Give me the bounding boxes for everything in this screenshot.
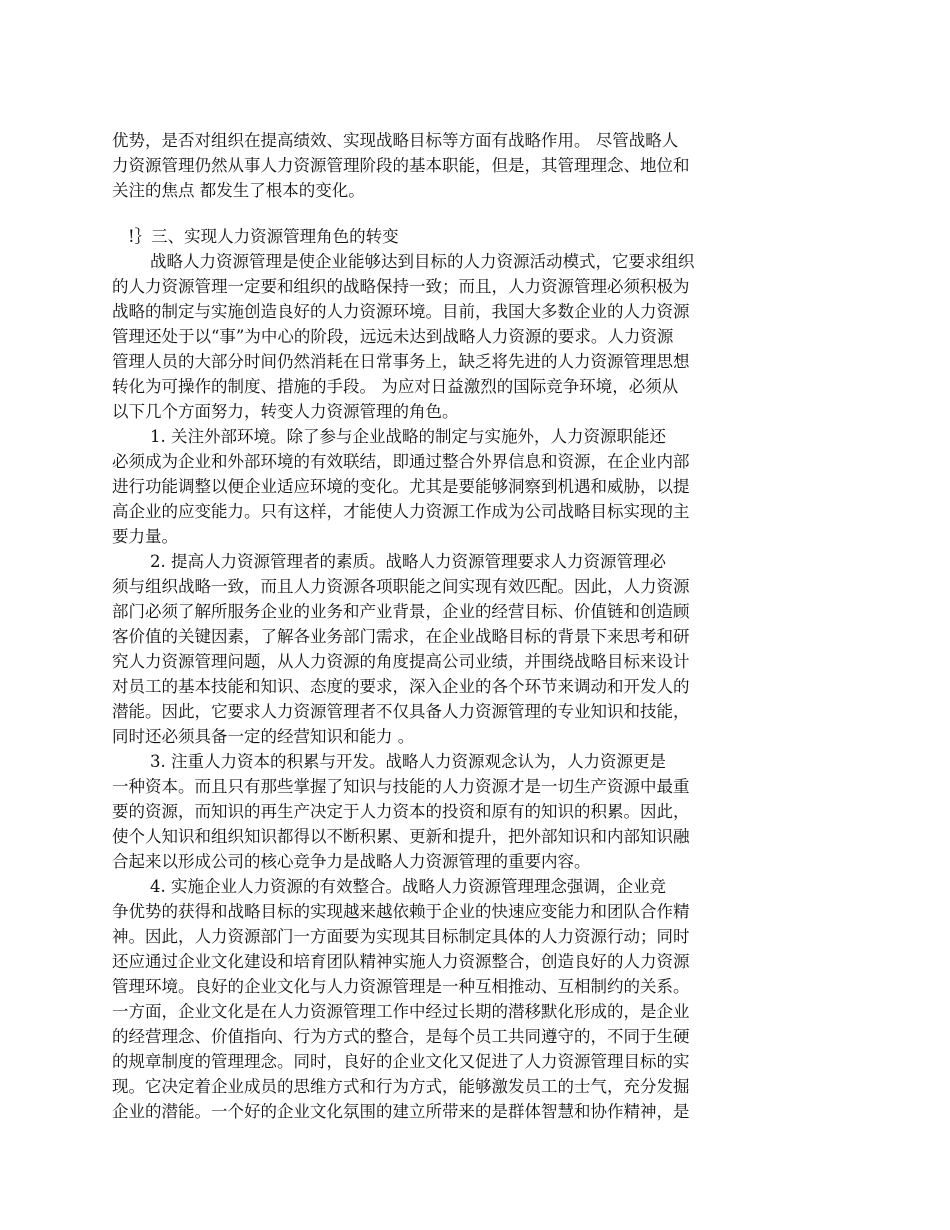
paragraph-line: 必须成为企业和外部环境的有效联结，即通过整合外界信息和资源，在企业内部 xyxy=(112,452,690,471)
paragraph-line: 要的资源，而知识的再生产决定于人力资本的投资和原有的知识的积累。因此， xyxy=(112,802,690,821)
paragraph-line: 使个人知识和组织知识都得以不断积累、更新和提升，把外部知识和内部知识融 xyxy=(112,827,690,846)
paragraph-line: 4. 实施企业人力资源的有效整合。战略人力资源管理理念强调，企业竞 xyxy=(150,877,666,896)
paragraph-line: 管理人员的大部分时间仍然消耗在日常事务上，缺乏将先进的人力资源管理思想 xyxy=(112,352,690,371)
intro-line: 关注的焦点 都发生了根本的变化。 xyxy=(112,181,365,200)
intro-line: 力资源管理仍然从事人力资源管理阶段的基本职能，但是，其管理理念、地位和 xyxy=(112,156,690,175)
paragraph-line: 争优势的获得和战略目标的实现越来越依赖于企业的快速应变能力和团队合作精 xyxy=(112,902,690,921)
paragraph-line: 神。因此，人力资源部门一方面要为实现其目标制定具体的人力资源行动；同时 xyxy=(112,927,690,946)
paragraph-line: 进行功能调整以便企业适应环境的变化。尤其是要能够洞察到机遇和威胁，以提 xyxy=(112,477,690,496)
paragraph-line: 高企业的应变能力。只有这样，才能使人力资源工作成为公司战略目标实现的主 xyxy=(112,502,690,521)
section-heading: !｝三、实现人力资源管理角色的转变 xyxy=(128,227,399,246)
paragraph-line: 以下几个方面努力，转变人力资源管理的角色。 xyxy=(112,402,459,421)
paragraph-line: 须与组织战略一致，而且人力资源各项职能之间实现有效匹配。因此，人力资源 xyxy=(112,577,690,596)
intro-line: 优势，是否对组织在提高绩效、实现战略目标等方面有战略作用。 尽管战略人 xyxy=(112,131,679,150)
paragraph-line: 究人力资源管理问题，从人力资源的角度提高公司业绩，并围绕战略目标来设计 xyxy=(112,652,690,671)
list-item-2 xyxy=(112,549,772,749)
paragraph-line: 管理环境。良好的企业文化与人力资源管理是一种互相推动、互相制约的关系。 xyxy=(112,977,690,996)
paragraph-line: 2. 提高人力资源管理者的素质。战略人力资源管理要求人力资源管理必 xyxy=(150,552,666,571)
paragraph-line: 的规章制度的管理理念。同时，良好的企业文化又促进了人力资源管理目标的实 xyxy=(112,1052,690,1071)
paragraph-line: 潜能。因此，它要求人力资源管理者不仅具备人力资源管理的专业知识和技能， xyxy=(112,702,690,721)
intro-paragraph xyxy=(112,128,772,203)
paragraph-line: 合起来以形成公司的核心竞争力是战略人力资源管理的重要内容。 xyxy=(112,852,591,871)
paragraph-line: 还应通过企业文化建设和培育团队精神实施人力资源整合，创造良好的人力资源 xyxy=(112,952,690,971)
list-item-4 xyxy=(112,874,772,1124)
paragraph-line: 一方面，企业文化是在人力资源管理工作中经过长期的潜移默化形成的，是企业 xyxy=(112,1002,690,1021)
paragraph-line: 现。它决定着企业成员的思维方式和行为方式，能够激发员工的士气，充分发掘 xyxy=(112,1077,690,1096)
paragraph-line: 一种资本。而且只有那些掌握了知识与技能的人力资源才是一切生产资源中最重 xyxy=(112,777,690,796)
paragraph-line: 3. 注重人力资本的积累与开发。战略人力资源观念认为，人力资源更是 xyxy=(150,752,666,771)
list-item-1 xyxy=(112,424,772,549)
paragraph-line: 对员工的基本技能和知识、态度的要求，深入企业的各个环节来调动和开发人的 xyxy=(112,677,690,696)
document-body xyxy=(112,128,772,1124)
paragraph-line: 企业的潜能。一个好的企业文化氛围的建立所带来的是群体智慧和协作精神，是 xyxy=(112,1102,690,1121)
paragraph-line: 管理还处于以“事”为中心的阶段，远远未达到战略人力资源的要求。人力资源 xyxy=(112,327,674,346)
paragraph-strategic-hrm xyxy=(112,249,772,424)
paragraph-line: 的人力资源管理一定要和组织的战略保持一致；而且，人力资源管理必须积极为 xyxy=(112,277,690,296)
paragraph-line: 1. 关注外部环境。除了参与企业战略的制定与实施外，人力资源职能还 xyxy=(150,427,666,446)
paragraph-line: 转化为可操作的制度、措施的手段。 为应对日益激烈的国际竞争环境，必须从 xyxy=(112,377,679,396)
paragraph-line: 战略的制定与实施创造良好的人力资源环境。目前，我国大多数企业的人力资源 xyxy=(112,302,690,321)
paragraph-line: 客价值的关键因素，了解各业务部门需求，在企业战略目标的背景下来思考和研 xyxy=(112,627,690,646)
paragraph-line: 要力量。 xyxy=(112,527,178,546)
paragraph-line: 战略人力资源管理是使企业能够达到目标的人力资源活动模式，它要求组织 xyxy=(150,252,695,271)
paragraph-line: 部门必须了解所服务企业的业务和产业背景，企业的经营目标、价值链和创造顾 xyxy=(112,602,690,621)
list-item-3 xyxy=(112,749,772,874)
paragraph-line: 的经营理念、价值指向、行为方式的整合，是每个员工共同遵守的，不同于生硬 xyxy=(112,1027,690,1046)
paragraph-line: 同时还必须具备一定的经营知识和能力 。 xyxy=(112,727,415,746)
